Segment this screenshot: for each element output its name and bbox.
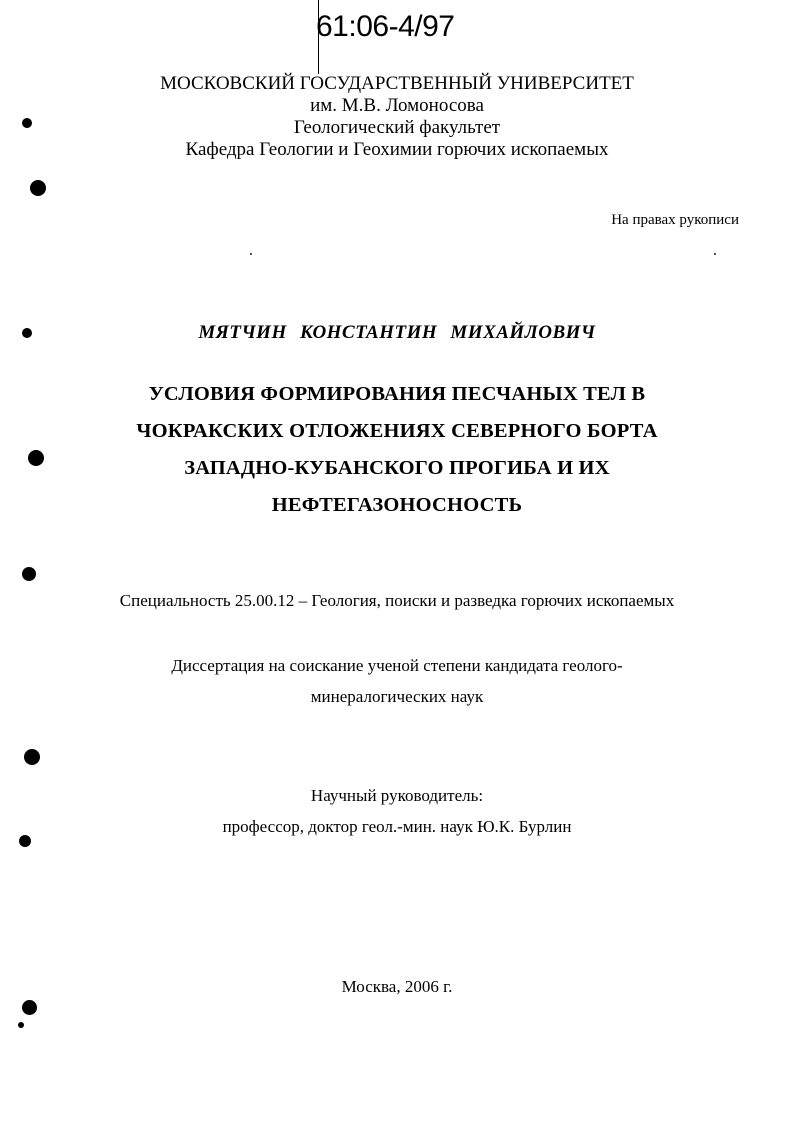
supervisor-label: Научный руководитель:	[310, 786, 484, 805]
manuscript-rights-note: На правах рукописи	[611, 212, 739, 228]
punch-hole-mark	[22, 328, 32, 338]
faculty-name: Геологический факультет	[293, 117, 501, 138]
punch-hole-mark	[30, 180, 46, 196]
punch-hole-mark	[19, 835, 31, 847]
punch-hole-mark	[22, 567, 36, 581]
library-stamp: 61:06-4/97	[316, 10, 455, 43]
supervisor-name: профессор, доктор геол.-мин. наук Ю.К. Бурлин	[222, 817, 572, 836]
punch-hole-mark	[22, 1000, 37, 1015]
place-and-year: Москва, 2006 г.	[341, 977, 453, 996]
thesis-title-line-3: ЗАПАДНО-КУБАНСКОГО ПРОГИБА И ИХ	[184, 457, 610, 479]
scan-speck	[714, 253, 716, 255]
punch-hole-mark	[24, 749, 40, 765]
punch-hole-mark	[18, 1022, 24, 1028]
author-name: МЯТЧИН КОНСТАНТИН МИХАЙЛОВИЧ	[198, 322, 596, 343]
thesis-title-line-1: УСЛОВИЯ ФОРМИРОВАНИЯ ПЕСЧАНЫХ ТЕЛ В	[148, 383, 646, 405]
punch-hole-mark	[22, 118, 32, 128]
dissertation-line-1: Диссертация на соискание ученой степени кандидата геолого-	[171, 656, 623, 675]
university-named-after: им. М.В. Ломоносова	[310, 95, 484, 116]
university-name: МОСКОВСКИЙ ГОСУДАРСТВЕННЫЙ УНИВЕРСИТЕТ	[160, 73, 634, 94]
scan-speck	[250, 253, 252, 255]
specialty: Специальность 25.00.12 – Геология, поиски и разведка горючих ископаемых	[119, 591, 675, 610]
dissertation-line-2: минералогических наук	[310, 687, 484, 706]
punch-hole-mark	[28, 450, 44, 466]
thesis-title-line-4: НЕФТЕГАЗОНОСНОСТЬ	[271, 494, 523, 516]
thesis-title-line-2: ЧОКРАКСКИХ ОТЛОЖЕНИЯХ СЕВЕРНОГО БОРТА	[136, 420, 658, 442]
department-name: Кафедра Геологии и Геохимии горючих ископаемых	[185, 139, 609, 160]
